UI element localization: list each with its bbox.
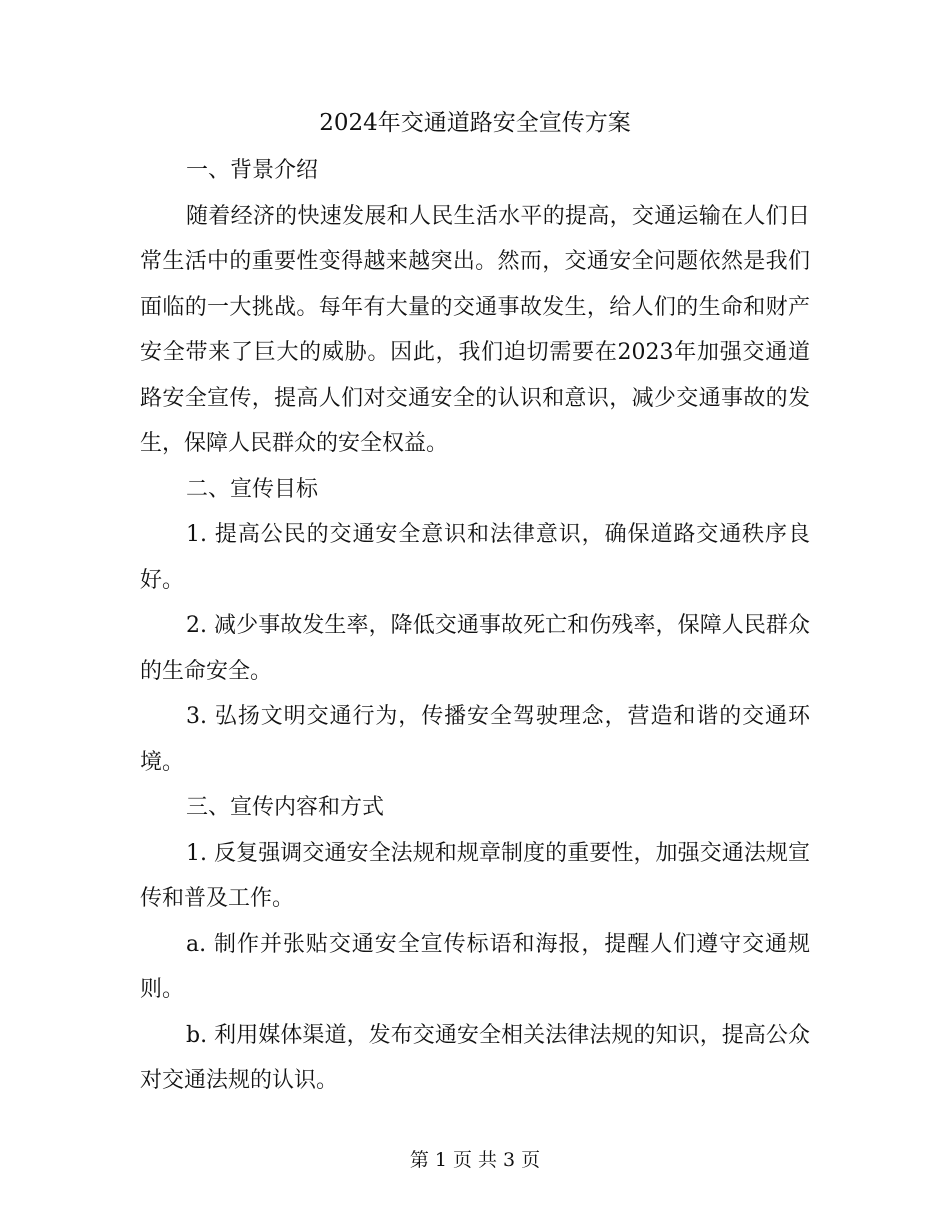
goal-item-3: 3. 弘扬文明交通行为，传播安全驾驶理念，营造和谐的交通环境。 — [140, 704, 810, 775]
goal-item-2: 2. 减少事故发生率，降低交通事故死亡和伤残率，保障人民群众的生命安全。 — [140, 613, 810, 684]
content-subitem-b: b. 利用媒体渠道，发布交通安全相关法律法规的知识，提高公众对交通法规的认识。 — [140, 1022, 810, 1093]
document-body — [140, 148, 810, 1104]
section-heading-content: 三、宣传内容和方式 — [186, 795, 385, 820]
document-title: 2024年交通道路安全宣传方案 — [319, 110, 631, 136]
section-heading-goals: 二、宣传目标 — [186, 476, 319, 502]
content-item-1: 1. 反复强调交通安全法规和规章制度的重要性，加强交通法规宣传和普及工作。 — [140, 840, 810, 911]
page-number-footer: 第 1 页 共 3 页 — [409, 1149, 541, 1171]
section-heading-background: 一、背景介绍 — [186, 158, 319, 183]
goal-item-1: 1. 提高公民的交通安全意识和法律意识，确保道路交通秩序良好。 — [140, 522, 810, 593]
paragraph-background: 随着经济的快速发展和人民生活水平的提高，交通运输在人们日常生活中的重要性变得越来越突出。然而，交通安全问题依然是我们面临的一大挑战。每年有大量的交通事故发生，给人们的生命和财产安全带来了巨大的威胁。因此，我们迫切需要在2023年加强交通道路安全宣传，提高人们对交通安全的认识和意识，减少交通事故的发生，保障人民群众的安全权益。 — [140, 203, 810, 456]
content-subitem-a: a. 制作并张贴交通安全宣传标语和海报，提醒人们遵守交通规则。 — [140, 931, 810, 1002]
